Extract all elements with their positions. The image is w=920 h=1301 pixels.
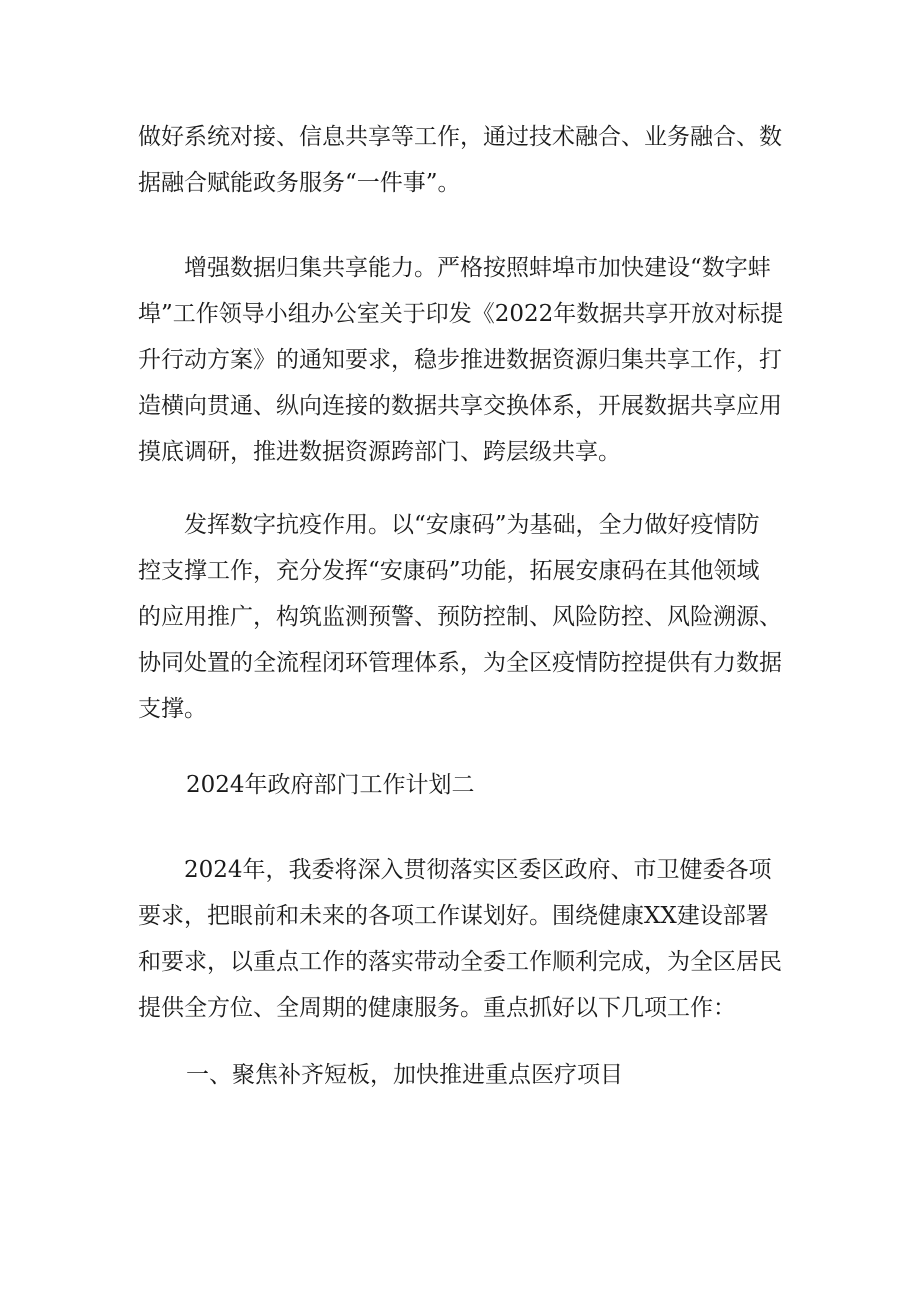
paragraph-line: 发挥数字抗疫作用。以“安康码”为基础，全力做好疫情防 xyxy=(138,512,760,538)
paragraph-line: 控支撑工作，充分发挥“安康码”功能，拓展安康码在其他领域 xyxy=(138,558,760,584)
paragraph-line: 做好系统对接、信息共享等工作，通过技术融合、业务融合、数 xyxy=(138,124,782,150)
subsection-heading: 一、聚焦补齐短板，加快推进重点医疗项目 xyxy=(186,1062,623,1088)
paragraph-1 xyxy=(138,114,788,206)
paragraph-2 xyxy=(138,245,788,475)
paragraph-line: 增强数据归集共享能力。严格按照蚌埠市加快建设“数字蚌 xyxy=(138,255,771,281)
paragraph-line: 据融合赋能政务服务“一件事”。 xyxy=(138,170,461,196)
section-heading: 2024年政府部门工作计划二 xyxy=(186,772,475,798)
paragraph-line: 埠”工作领导小组办公室关于印发《2022年数据共享开放对标提 xyxy=(138,301,784,327)
paragraph-line: 2024年，我委将深入贯彻落实区委区政府、市卫健委各项 xyxy=(138,857,772,883)
paragraph-line: 协同处置的全流程闭环管理体系，为全区疫情防控提供有力数据 xyxy=(138,650,782,676)
paragraph-line: 支撑。 xyxy=(138,696,207,722)
paragraph-line: 摸底调研，推进数据资源跨部门、跨层级共享。 xyxy=(138,439,621,465)
paragraph-3 xyxy=(138,502,788,732)
paragraph-line: 造横向贯通、纵向连接的数据共享交换体系，开展数据共享应用 xyxy=(138,393,782,419)
paragraph-4 xyxy=(138,847,788,1031)
paragraph-line: 升行动方案》的通知要求，稳步推进数据资源归集共享工作，打 xyxy=(138,347,782,373)
paragraph-line: 的应用推广，构筑监测预警、预防控制、风险防控、风险溯源、 xyxy=(138,604,782,630)
paragraph-line: 和要求，以重点工作的落实带动全委工作顺利完成，为全区居民 xyxy=(138,949,782,975)
paragraph-line: 要求，把眼前和未来的各项工作谋划好。围绕健康XX建设部署 xyxy=(138,903,769,929)
paragraph-line: 提供全方位、全周期的健康服务。重点抓好以下几项工作： xyxy=(138,995,736,1021)
